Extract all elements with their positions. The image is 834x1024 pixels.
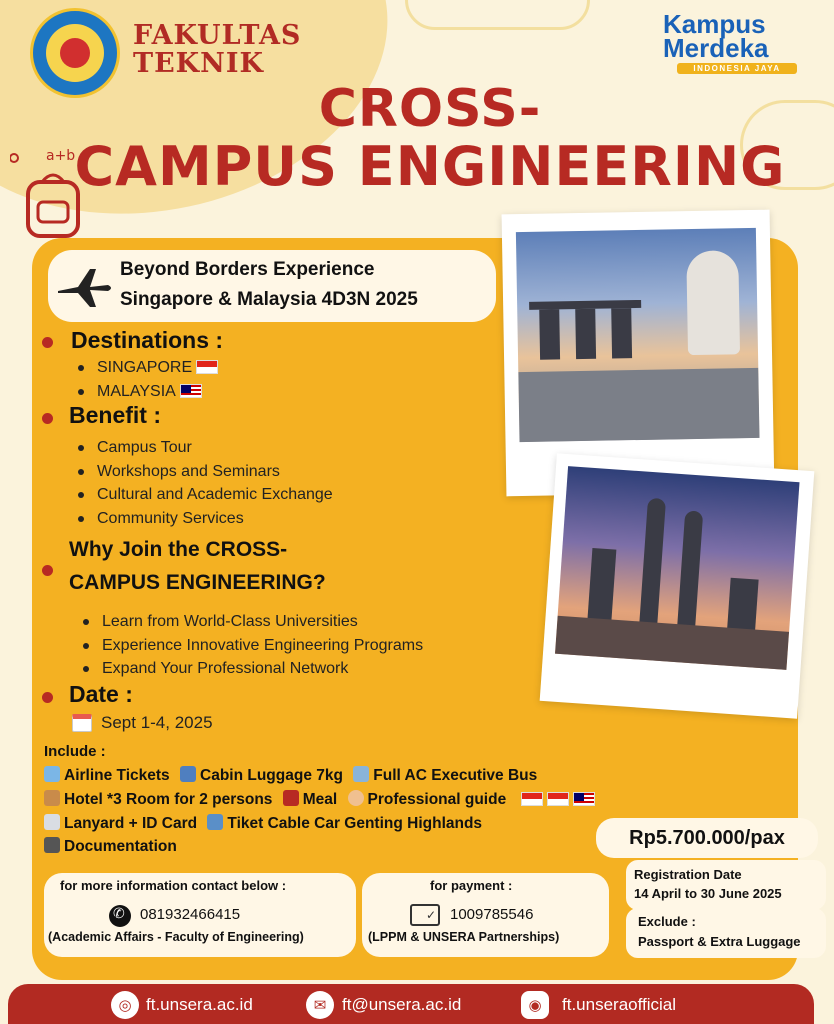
airplane-icon	[56, 265, 114, 311]
benefit-heading: Benefit :	[69, 402, 161, 428]
payment-note: (LPPM & UNSERA Partnerships)	[368, 930, 560, 944]
include-item: Tiket Cable Car Genting Highlands	[227, 815, 483, 832]
include-label: Include :	[44, 743, 106, 760]
hotel-icon	[44, 790, 60, 806]
why-heading-line2: CAMPUS ENGINEERING?	[69, 571, 326, 594]
petronas-towers-image	[555, 466, 800, 670]
guide-icon	[348, 790, 364, 806]
list-item	[75, 380, 218, 404]
include-line3	[44, 814, 482, 833]
why-heading-line1: Why Join the CROSS-	[69, 538, 288, 561]
list-item: Expand Your Professional Network	[80, 657, 423, 681]
include-line2	[44, 790, 595, 809]
singapore-photo	[502, 210, 775, 497]
meal-icon	[283, 790, 299, 806]
bullet-dot	[42, 413, 53, 424]
include-item: Documentation	[64, 838, 177, 855]
bullet-dot	[42, 565, 53, 576]
malaysia-flag-icon	[573, 792, 595, 806]
include-item: Cabin Luggage 7kg	[200, 767, 343, 784]
destinations-list	[75, 356, 218, 403]
faculty-line1: FAKULTAS	[133, 20, 302, 51]
exclude-items: Passport & Extra Luggage	[638, 934, 801, 949]
contact-note: (Academic Affairs - Faculty of Engineering)	[48, 930, 304, 944]
payment-title: for payment :	[430, 878, 513, 893]
phone-icon	[109, 905, 131, 927]
include-line4	[44, 837, 177, 856]
id-card-icon	[44, 814, 60, 830]
cloud-decoration	[405, 0, 590, 30]
bus-icon	[353, 766, 369, 782]
marina-bay-image	[516, 228, 760, 442]
registration-dates: 14 April to 30 June 2025	[634, 886, 782, 901]
destination-singapore: SINGAPORE	[97, 359, 193, 376]
cable-car-icon	[207, 814, 223, 830]
bullet-dot	[42, 337, 53, 348]
contact-title: for more information contact below :	[60, 878, 287, 893]
list-item: Cultural and Academic Exchange	[75, 483, 333, 507]
include-item: Lanyard + ID Card	[64, 815, 198, 832]
contact-phone[interactable]: 081932466415	[140, 906, 241, 923]
bullet-dot	[42, 692, 53, 703]
include-item: Hotel *3 Room for 2 persons	[64, 791, 273, 808]
kampus-merdeka-line2: Merdeka	[663, 33, 769, 63]
malaysia-flag-icon	[180, 384, 202, 398]
globe-icon: ◎	[111, 991, 139, 1019]
svg-text:a+b: a+b	[46, 148, 76, 164]
luggage-icon	[180, 766, 196, 782]
banner-line1: Beyond Borders Experience	[120, 259, 375, 280]
list-item: Learn from World-Class Universities	[80, 610, 423, 634]
page-title	[0, 80, 834, 196]
kampus-merdeka-sub: INDONESIA JAYA	[677, 63, 797, 74]
exclude-title: Exclude :	[638, 914, 696, 929]
singapore-flag-icon	[521, 792, 543, 806]
destinations-heading: Destinations :	[71, 327, 224, 353]
include-item: Professional guide	[367, 791, 507, 808]
registration-title: Registration Date	[634, 867, 742, 882]
title-line2: CAMPUS ENGINEERING	[74, 135, 786, 198]
kampus-merdeka-line1: Kampus	[663, 9, 766, 39]
price-badge: Rp5.700.000/pax	[596, 818, 818, 858]
malaysia-photo	[540, 453, 815, 718]
date-value: Sept 1-4, 2025	[101, 713, 213, 732]
calendar-icon	[72, 714, 92, 732]
faculty-line2: TEKNIK	[133, 48, 264, 79]
list-item: Workshops and Seminars	[75, 460, 333, 484]
benefit-list	[75, 436, 333, 530]
destination-malaysia: MALAYSIA	[97, 382, 176, 400]
include-line1	[44, 766, 537, 785]
list-item: Experience Innovative Engineering Programs	[80, 634, 423, 658]
list-item: Community Services	[75, 507, 333, 531]
mail-icon: ✉	[306, 991, 334, 1019]
footer-email[interactable]: ft@unsera.ac.id	[342, 995, 462, 1014]
date-heading: Date :	[69, 681, 133, 707]
singapore-flag-icon	[547, 792, 569, 806]
title-line1: CROSS-	[318, 79, 542, 139]
kampus-merdeka-logo	[663, 9, 811, 74]
include-item: Meal	[302, 791, 338, 808]
footer-instagram[interactable]: ft.unseraofficial	[562, 995, 677, 1014]
include-item: Full AC Executive Bus	[373, 767, 538, 784]
banner-line2: Singapore & Malaysia 4D3N 2025	[120, 289, 418, 310]
payment-account: 1009785546	[450, 906, 534, 923]
list-item: Campus Tour	[75, 436, 333, 460]
why-list	[80, 610, 423, 681]
include-item: Airline Tickets	[64, 767, 170, 784]
singapore-flag-icon	[196, 360, 218, 374]
airplane-ticket-icon	[44, 766, 60, 782]
camera-icon	[44, 837, 60, 853]
faculty-name	[133, 22, 301, 78]
footer-website[interactable]: ft.unsera.ac.id	[146, 995, 253, 1014]
instagram-icon: ◉	[521, 991, 549, 1019]
payment-card-icon	[410, 904, 440, 926]
list-item	[75, 356, 218, 380]
